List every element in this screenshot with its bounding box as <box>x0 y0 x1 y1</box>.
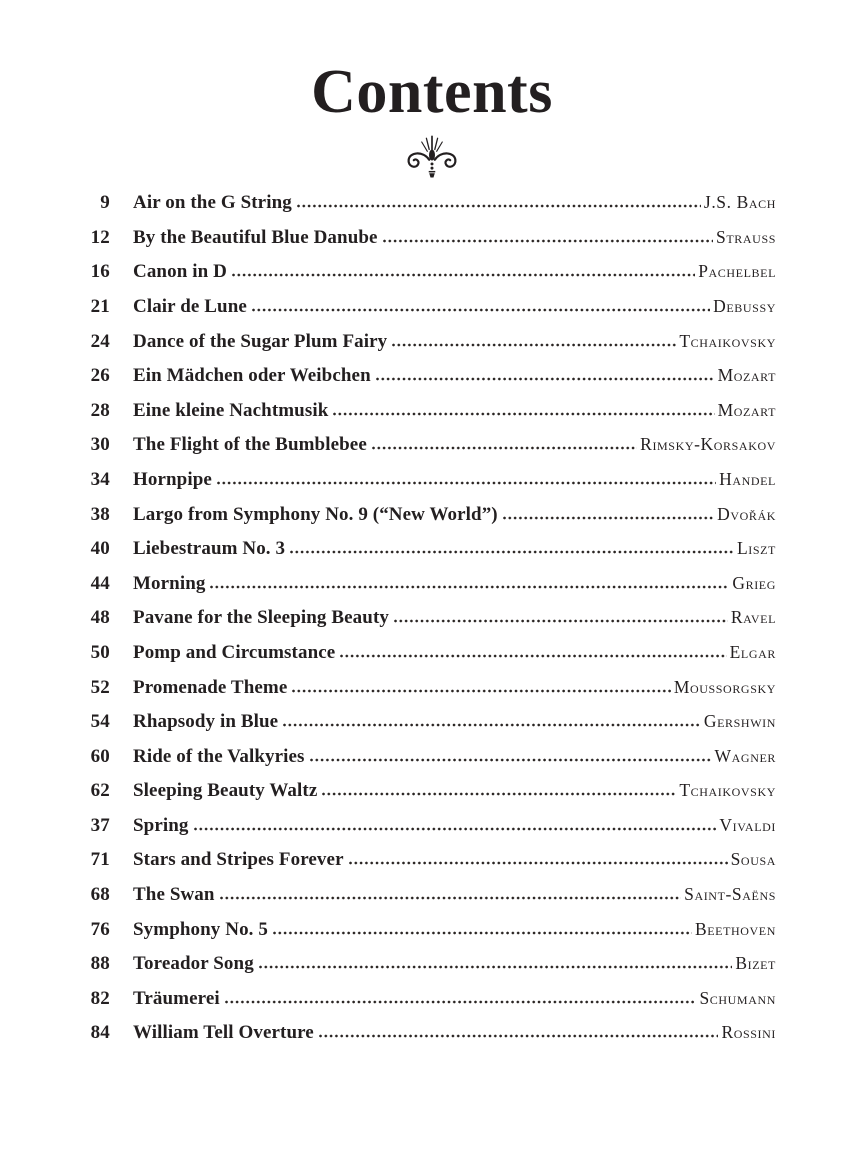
toc-row <box>68 331 776 366</box>
composer-name: Pachelbel <box>698 261 776 282</box>
dot-leader <box>383 239 713 243</box>
toc-row <box>68 815 776 850</box>
toc-list <box>0 192 864 1057</box>
toc-row <box>68 504 776 539</box>
page-number: 71 <box>90 849 110 871</box>
composer-name: Ravel <box>730 607 776 628</box>
piece-title: Air on the G String <box>133 192 292 214</box>
piece-title: Promenade Theme <box>133 676 288 698</box>
dot-leader <box>210 585 729 589</box>
composer-name: Handel <box>719 468 776 489</box>
dot-leader <box>392 343 676 347</box>
page-number: 37 <box>90 814 110 836</box>
composer-name: Bizet <box>735 953 776 974</box>
composer-name: Mozart <box>717 399 776 420</box>
page-number: 50 <box>90 641 110 663</box>
piece-title: Spring <box>133 814 189 836</box>
dot-leader <box>349 861 728 865</box>
piece-title: Pavane for the Sleeping Beauty <box>133 607 389 629</box>
composer-name: Moussorgsky <box>673 676 776 697</box>
dot-leader <box>503 516 714 520</box>
composer-name: Elgar <box>729 641 776 662</box>
composer-name: Debussy <box>713 295 776 316</box>
toc-row <box>68 400 776 435</box>
page-number: 76 <box>90 918 110 940</box>
dot-leader <box>290 550 734 554</box>
toc-row <box>68 988 776 1023</box>
page-number: 54 <box>90 711 110 733</box>
dot-leader <box>217 481 716 485</box>
piece-title: Clair de Lune <box>133 295 247 317</box>
dot-leader <box>376 377 715 381</box>
page-number: 88 <box>90 953 110 975</box>
composer-name: Saint-Saëns <box>684 884 776 905</box>
composer-name: Liszt <box>736 538 776 559</box>
composer-name: Sousa <box>730 849 776 870</box>
dot-leader <box>225 1000 697 1004</box>
composer-name: Schumann <box>699 987 776 1008</box>
dot-leader <box>292 689 670 693</box>
piece-title: Dance of the Sugar Plum Fairy <box>133 330 388 352</box>
page-number: 48 <box>90 607 110 629</box>
toc-row <box>68 711 776 746</box>
piece-title: The Swan <box>133 884 215 906</box>
piece-title: By the Beautiful Blue Danube <box>133 226 378 248</box>
page-number: 24 <box>90 330 110 352</box>
toc-row <box>68 746 776 781</box>
composer-name: Mozart <box>717 365 776 386</box>
dot-leader <box>220 896 682 900</box>
dot-leader <box>283 723 701 727</box>
piece-title: Pomp and Circumstance <box>133 641 336 663</box>
piece-title: Stars and Stripes Forever <box>133 849 344 871</box>
piece-title: Rhapsody in Blue <box>133 711 279 733</box>
composer-name: Tchaikovsky <box>679 780 776 801</box>
toc-row <box>68 227 776 262</box>
composer-name: Beethoven <box>694 918 776 939</box>
piece-title: Symphony No. 5 <box>133 918 268 940</box>
page-number: 16 <box>90 261 110 283</box>
page-number: 30 <box>90 434 110 456</box>
piece-title: Morning <box>133 572 206 594</box>
toc-row <box>68 919 776 954</box>
piece-title: Ride of the Valkyries <box>133 745 305 767</box>
toc-row <box>68 1022 776 1057</box>
toc-row <box>68 538 776 573</box>
composer-name: Tchaikovsky <box>679 330 776 351</box>
toc-row <box>68 884 776 919</box>
fleuron-icon <box>404 134 460 178</box>
composer-name: J.S. Bach <box>703 192 776 213</box>
toc-row <box>68 780 776 815</box>
composer-name: Rimsky-Korsakov <box>640 434 776 455</box>
dot-leader <box>319 1034 719 1038</box>
piece-title: William Tell Overture <box>133 1022 314 1044</box>
toc-row <box>68 953 776 988</box>
toc-row <box>68 677 776 712</box>
page-number: 68 <box>90 884 110 906</box>
ornament-container <box>0 134 864 178</box>
piece-title: Canon in D <box>133 261 227 283</box>
piece-title: Ein Mädchen oder Weibchen <box>133 365 371 387</box>
page-number: 84 <box>90 1022 110 1044</box>
toc-row <box>68 849 776 884</box>
page-number: 82 <box>90 987 110 1009</box>
toc-row <box>68 365 776 400</box>
dot-leader <box>194 827 717 831</box>
dot-leader <box>232 273 695 277</box>
dot-leader <box>252 308 710 312</box>
dot-leader <box>297 204 701 208</box>
composer-name: Dvořák <box>717 503 776 524</box>
piece-title: Toreador Song <box>133 953 254 975</box>
composer-name: Vivaldi <box>719 814 776 835</box>
piece-title: The Flight of the Bumblebee <box>133 434 367 456</box>
dot-leader <box>394 619 728 623</box>
piece-title: Träumerei <box>133 987 220 1009</box>
page-number: 38 <box>90 503 110 525</box>
page-number: 34 <box>90 468 110 490</box>
page-number: 9 <box>100 192 110 214</box>
page-number: 44 <box>90 572 110 594</box>
page-number: 12 <box>90 226 110 248</box>
composer-name: Gershwin <box>703 711 776 732</box>
page-number: 28 <box>90 399 110 421</box>
toc-row <box>68 261 776 296</box>
composer-name: Strauss <box>716 226 776 247</box>
piece-title: Hornpipe <box>133 468 212 490</box>
piece-title: Largo from Symphony No. 9 (“New World”) <box>133 503 498 525</box>
piece-title: Sleeping Beauty Waltz <box>133 780 318 802</box>
page-number: 62 <box>90 780 110 802</box>
dot-leader <box>310 758 712 762</box>
toc-row <box>68 296 776 331</box>
page-title: Contents <box>311 58 553 126</box>
toc-row <box>68 192 776 227</box>
toc-row <box>68 469 776 504</box>
dot-leader <box>372 446 637 450</box>
toc-row <box>68 607 776 642</box>
dot-leader <box>322 792 676 796</box>
toc-row <box>68 573 776 608</box>
composer-name: Wagner <box>714 745 776 766</box>
piece-title: Eine kleine Nachtmusik <box>133 399 329 421</box>
piece-title: Liebestraum No. 3 <box>133 538 286 560</box>
dot-leader <box>259 965 733 969</box>
composer-name: Grieg <box>732 572 776 593</box>
page-number: 60 <box>90 745 110 767</box>
toc-row <box>68 642 776 677</box>
toc-row <box>68 434 776 469</box>
page-number: 21 <box>90 295 110 317</box>
page-number: 40 <box>90 538 110 560</box>
composer-name: Rossini <box>721 1022 776 1043</box>
dot-leader <box>273 931 692 935</box>
page-number: 52 <box>90 676 110 698</box>
page-number: 26 <box>90 365 110 387</box>
dot-leader <box>340 654 726 658</box>
dot-leader <box>333 412 714 416</box>
